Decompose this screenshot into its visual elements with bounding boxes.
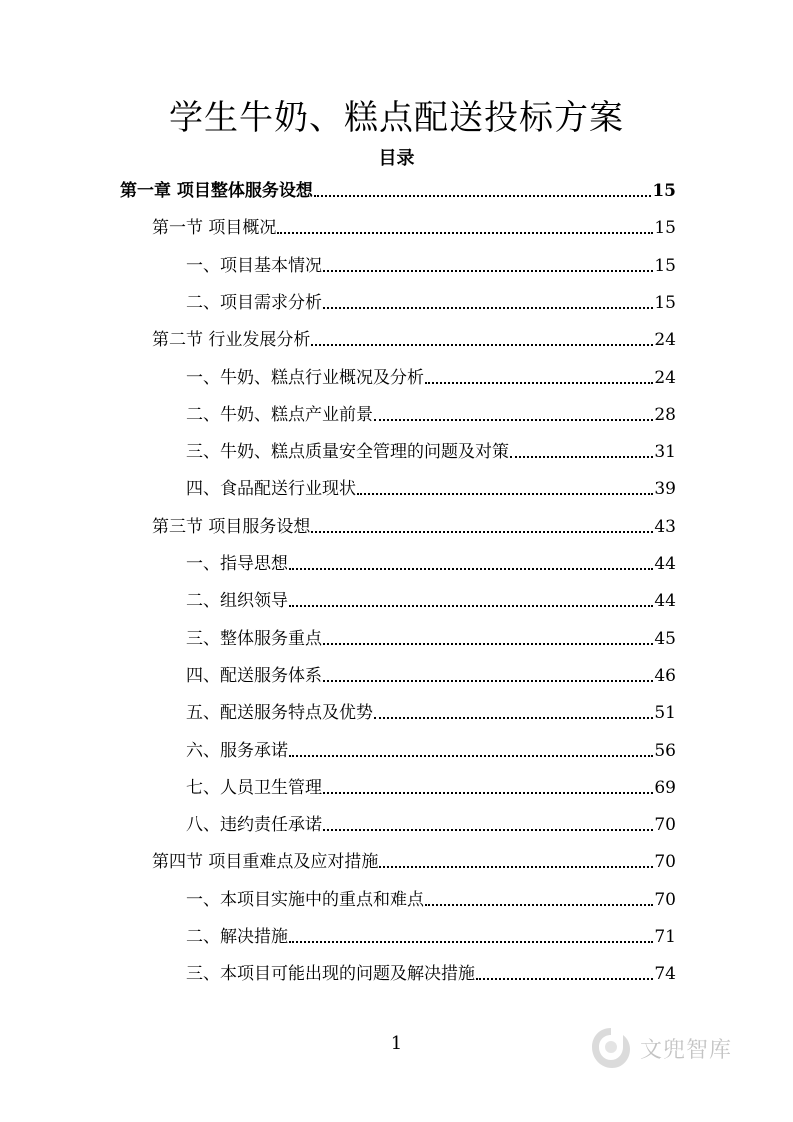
toc-entry-page: 56	[654, 740, 676, 761]
toc-entry-page: 74	[654, 964, 676, 985]
toc-leader-dots	[277, 232, 653, 234]
toc-leader-dots	[379, 866, 653, 868]
toc-entry[interactable]	[152, 326, 676, 354]
toc-entry[interactable]	[186, 475, 676, 503]
page-number: 1	[390, 1033, 403, 1054]
toc-entry[interactable]	[186, 923, 676, 951]
toc-entry-label: 二、项目需求分析	[186, 292, 322, 313]
toc-entry-page: 24	[654, 330, 676, 351]
toc-leader-dots	[323, 829, 653, 831]
toc-entry-label: 第一章 项目整体服务设想	[120, 181, 313, 201]
toc-leader-dots	[357, 493, 653, 495]
toc-entry-page: 24	[654, 367, 676, 388]
toc-heading: 目录	[378, 148, 415, 169]
toc-entry-label: 三、牛奶、糕点质量安全管理的问题及对策	[186, 442, 509, 463]
wendou-logo-icon	[588, 1025, 634, 1071]
toc-entry-label: 第二节 行业发展分析	[152, 330, 311, 351]
toc-entry-label: 一、本项目实施中的重点和难点	[186, 889, 424, 910]
toc-leader-dots	[323, 792, 653, 794]
toc-entry[interactable]	[186, 625, 676, 653]
toc-entry-label: 五、配送服务特点及优势	[186, 703, 373, 724]
toc-leader-dots	[289, 605, 653, 607]
toc-entry-label: 三、本项目可能出现的问题及解决措施	[186, 964, 475, 985]
toc-entry[interactable]	[186, 811, 676, 839]
toc-leader-dots	[323, 643, 653, 645]
toc-entry-page: 15	[652, 181, 676, 201]
toc-entry-label: 四、配送服务体系	[186, 665, 322, 686]
toc-leader-dots	[289, 568, 653, 570]
toc-entry-page: 15	[654, 218, 676, 239]
watermark-text: 文兜智库	[640, 1037, 733, 1063]
toc-leader-dots	[323, 680, 653, 682]
toc-entry[interactable]	[186, 289, 676, 317]
document-title: 学生牛奶、糕点配送投标方案	[169, 98, 624, 138]
toc-leader-dots	[289, 941, 653, 943]
toc-entry[interactable]	[152, 848, 676, 876]
toc-leader-dots	[425, 904, 653, 906]
toc-entry[interactable]	[186, 252, 676, 280]
toc-entry-page: 71	[654, 927, 676, 947]
toc-entry-label: 第三节 项目服务设想	[152, 516, 311, 537]
toc-entry-page: 70	[654, 852, 676, 873]
toc-leader-dots	[374, 717, 653, 719]
toc-leader-dots	[510, 456, 653, 458]
toc-entry-page: 44	[654, 554, 676, 574]
toc-leader-dots	[289, 755, 653, 757]
toc-entry[interactable]	[186, 662, 676, 690]
toc-entry-label: 三、整体服务重点	[186, 628, 322, 649]
watermark	[588, 1022, 758, 1074]
toc-entry-label: 一、牛奶、糕点行业概况及分析	[186, 367, 424, 388]
toc-entry[interactable]	[186, 737, 676, 765]
toc-entry-label: 六、服务承诺	[186, 740, 288, 761]
toc-entry-page: 28	[654, 404, 676, 425]
toc-leader-dots	[314, 195, 651, 197]
toc-entry-label: 二、解决措施	[186, 927, 288, 947]
toc-leader-dots	[323, 270, 653, 272]
toc-leader-dots	[323, 307, 653, 309]
toc-entry-page: 44	[654, 591, 676, 612]
toc-entry-label: 一、项目基本情况	[186, 255, 322, 276]
toc-entry[interactable]	[186, 886, 676, 914]
toc-entry-page: 70	[654, 889, 676, 910]
toc-entry-label: 一、指导思想	[186, 554, 288, 574]
toc-leader-dots	[311, 531, 653, 533]
toc-leader-dots	[374, 419, 653, 421]
toc-entry[interactable]	[186, 438, 676, 466]
toc-entry-label: 第一节 项目概况	[152, 218, 277, 239]
toc-entry-page: 51	[654, 703, 676, 724]
toc-entry[interactable]	[186, 364, 676, 392]
toc-entry[interactable]	[120, 177, 676, 205]
toc-leader-dots	[476, 978, 653, 980]
toc-entry[interactable]	[186, 401, 676, 429]
toc-entry-page: 15	[654, 292, 676, 313]
toc-entry[interactable]	[186, 960, 676, 988]
toc-entry[interactable]	[186, 587, 676, 615]
toc-entry-label: 二、组织领导	[186, 591, 288, 612]
toc-entry-label: 二、牛奶、糕点产业前景	[186, 404, 373, 425]
toc-entry-page: 45	[654, 628, 676, 649]
toc-leader-dots	[425, 382, 653, 384]
toc-entry-label: 八、违约责任承诺	[186, 815, 322, 836]
toc-entry[interactable]	[186, 550, 676, 578]
toc-entry-label: 四、食品配送行业现状	[186, 479, 356, 500]
toc-entry-page: 15	[654, 255, 676, 276]
toc-entry[interactable]	[152, 513, 676, 541]
toc-entry-page: 70	[654, 815, 676, 836]
toc-leader-dots	[311, 344, 653, 346]
toc-entry-page: 43	[654, 516, 676, 537]
toc-entry[interactable]	[186, 774, 676, 802]
toc-entry-page: 69	[654, 777, 676, 798]
toc-entry-label: 七、人员卫生管理	[186, 777, 322, 798]
toc-entry[interactable]	[152, 214, 676, 242]
toc-entry[interactable]	[186, 699, 676, 727]
toc-entry-page: 39	[654, 479, 676, 500]
toc-entry-page: 31	[654, 442, 676, 463]
toc-entry-label: 第四节 项目重难点及应对措施	[152, 852, 379, 873]
toc-entry-page: 46	[654, 665, 676, 686]
